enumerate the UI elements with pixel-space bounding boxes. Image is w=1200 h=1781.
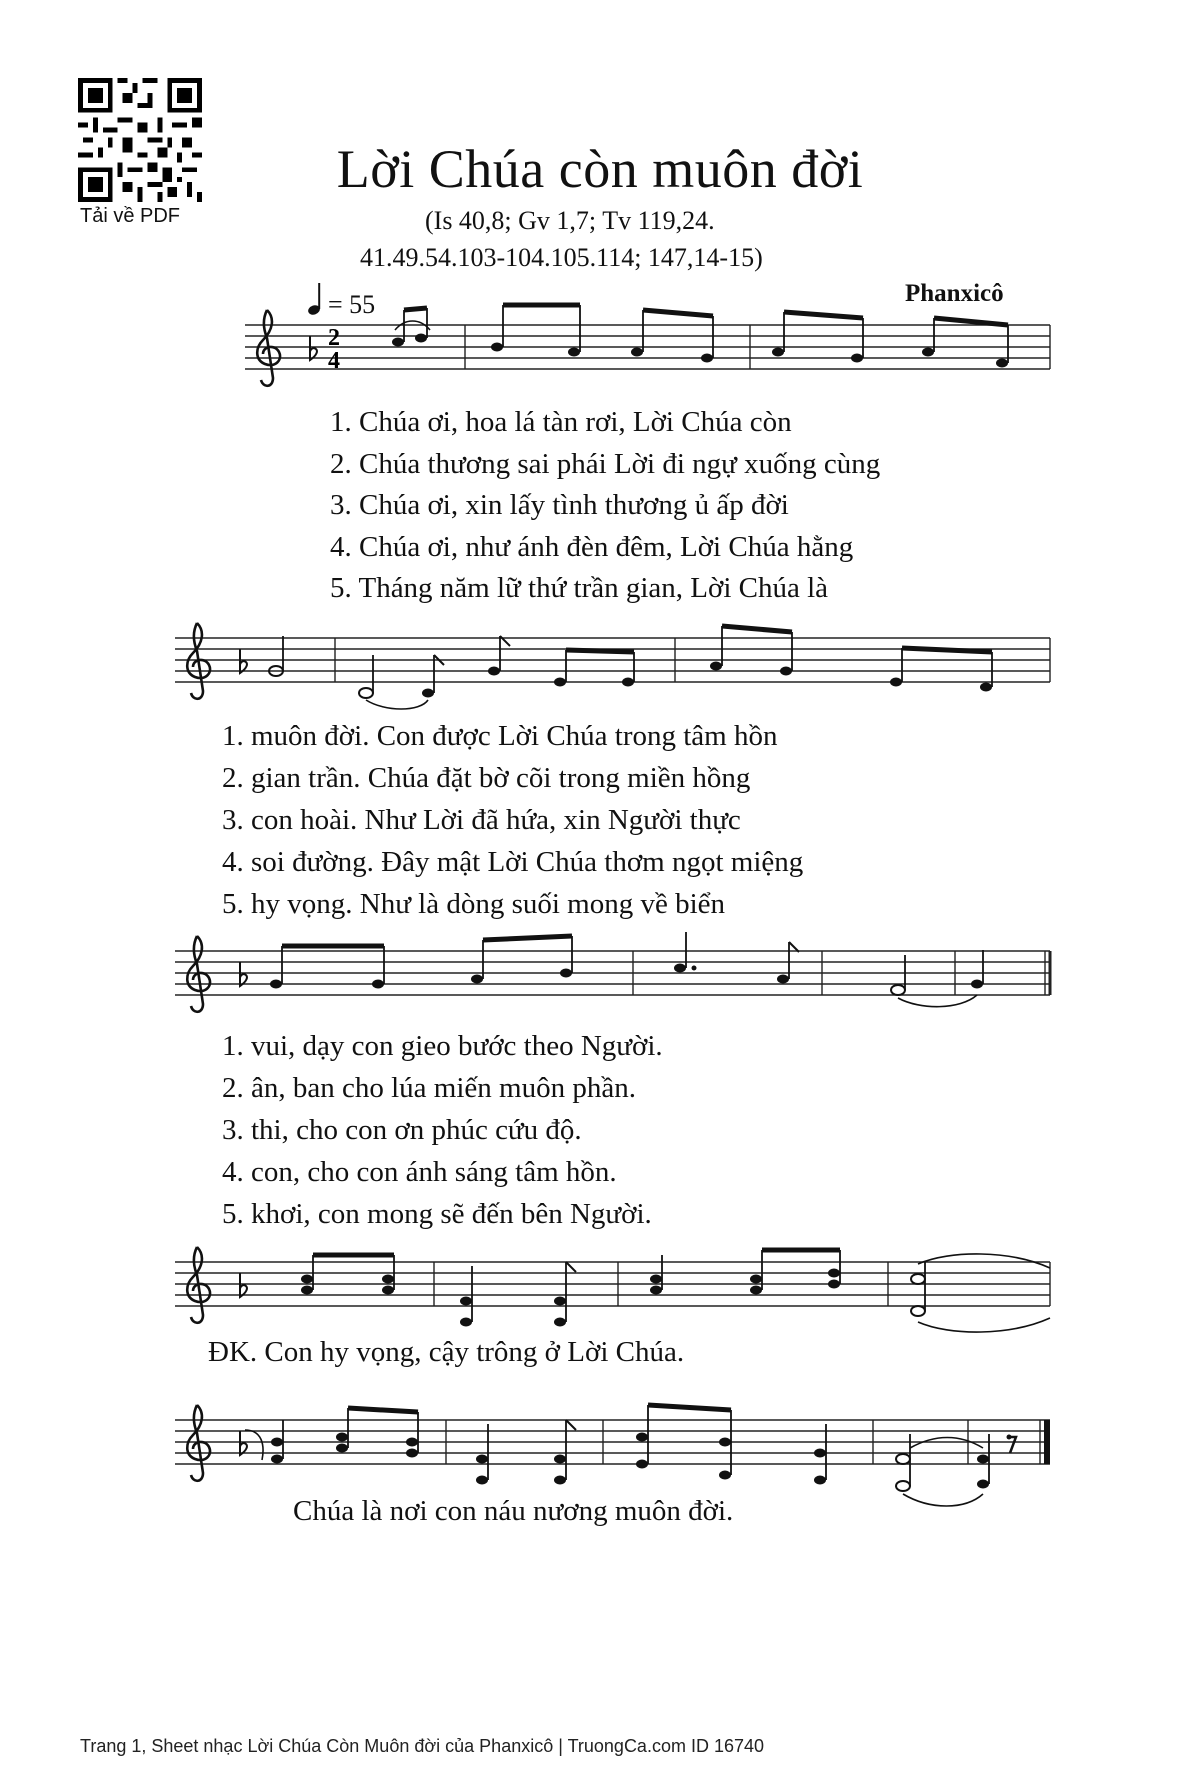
lyric-line: ĐK. Con hy vọng, cậy trông ở Lời Chúa. bbox=[208, 1336, 685, 1368]
staff-5 bbox=[175, 1405, 1050, 1506]
lyric-line: 3. con hoài. Như Lời đã hứa, xin Người thực bbox=[222, 804, 741, 836]
staff-4 bbox=[175, 1247, 1050, 1332]
staff-1 bbox=[245, 305, 1050, 386]
lyric-line: 2. Chúa thương sai phái Lời đi ngự xuống cùng bbox=[330, 447, 881, 480]
tempo-value: = 55 bbox=[328, 290, 376, 319]
lyric-line: 1. muôn đời. Con được Lời Chúa trong tâm hồn bbox=[222, 720, 778, 752]
staff-2 bbox=[175, 623, 1050, 709]
lyric-line: 1. vui, dạy con gieo bước theo Người. bbox=[222, 1030, 663, 1062]
lyrics-block-1 bbox=[330, 402, 880, 610]
composer-name: Phanxicô bbox=[905, 280, 1004, 307]
page-footer: Trang 1, Sheet nhạc Lời Chúa Còn Muôn đời của Phanxicô | TruongCa.com ID 16740 bbox=[80, 1736, 765, 1756]
svg-text:4: 4 bbox=[328, 348, 340, 374]
svg-text:2: 2 bbox=[328, 325, 340, 351]
lyric-line: 2. ân, ban cho lúa miến muôn phần. bbox=[222, 1072, 636, 1104]
lyrics-block-3 bbox=[222, 1025, 663, 1235]
lyrics-block-4 bbox=[208, 1336, 684, 1369]
staff-3 bbox=[175, 932, 1050, 1012]
lyric-line: 3. thi, cho con ơn phúc cứu độ. bbox=[222, 1114, 582, 1146]
lyric-line: 4. soi đường. Đây mật Lời Chúa thơm ngọt miệng bbox=[222, 846, 804, 878]
lyric-line: 5. Tháng năm lữ thứ trần gian, Lời Chúa là bbox=[330, 572, 829, 604]
song-title: Lời Chúa còn muôn đời bbox=[336, 139, 864, 199]
scripture-reference-line2: 41.49.54.103-104.105.114; 147,14-15) bbox=[360, 243, 763, 272]
scripture-reference-line1: (Is 40,8; Gv 1,7; Tv 119,24. bbox=[425, 206, 715, 235]
lyric-line: 5. hy vọng. Như là dòng suối mong về biển bbox=[222, 888, 726, 920]
lyric-line: Chúa là nơi con náu nương muôn đời. bbox=[293, 1495, 734, 1527]
lyric-line: 5. khơi, con mong sẽ đến bên Người. bbox=[222, 1198, 652, 1230]
lyric-line: 3. Chúa ơi, xin lấy tình thương ủ ấp đời bbox=[330, 489, 789, 521]
lyrics-block-2 bbox=[222, 715, 803, 925]
lyric-line: 4. Chúa ơi, như ánh đèn đêm, Lời Chúa hằng bbox=[330, 530, 854, 563]
download-pdf-link[interactable]: Tải về PDF bbox=[80, 205, 181, 227]
lyrics-block-5 bbox=[293, 1495, 733, 1528]
lyric-line: 4. con, cho con ánh sáng tâm hồn. bbox=[222, 1156, 617, 1188]
lyric-line: 1. Chúa ơi, hoa lá tàn rơi, Lời Chúa còn bbox=[330, 406, 792, 438]
lyric-line: 2. gian trần. Chúa đặt bờ cõi trong miền hồng bbox=[222, 762, 751, 794]
